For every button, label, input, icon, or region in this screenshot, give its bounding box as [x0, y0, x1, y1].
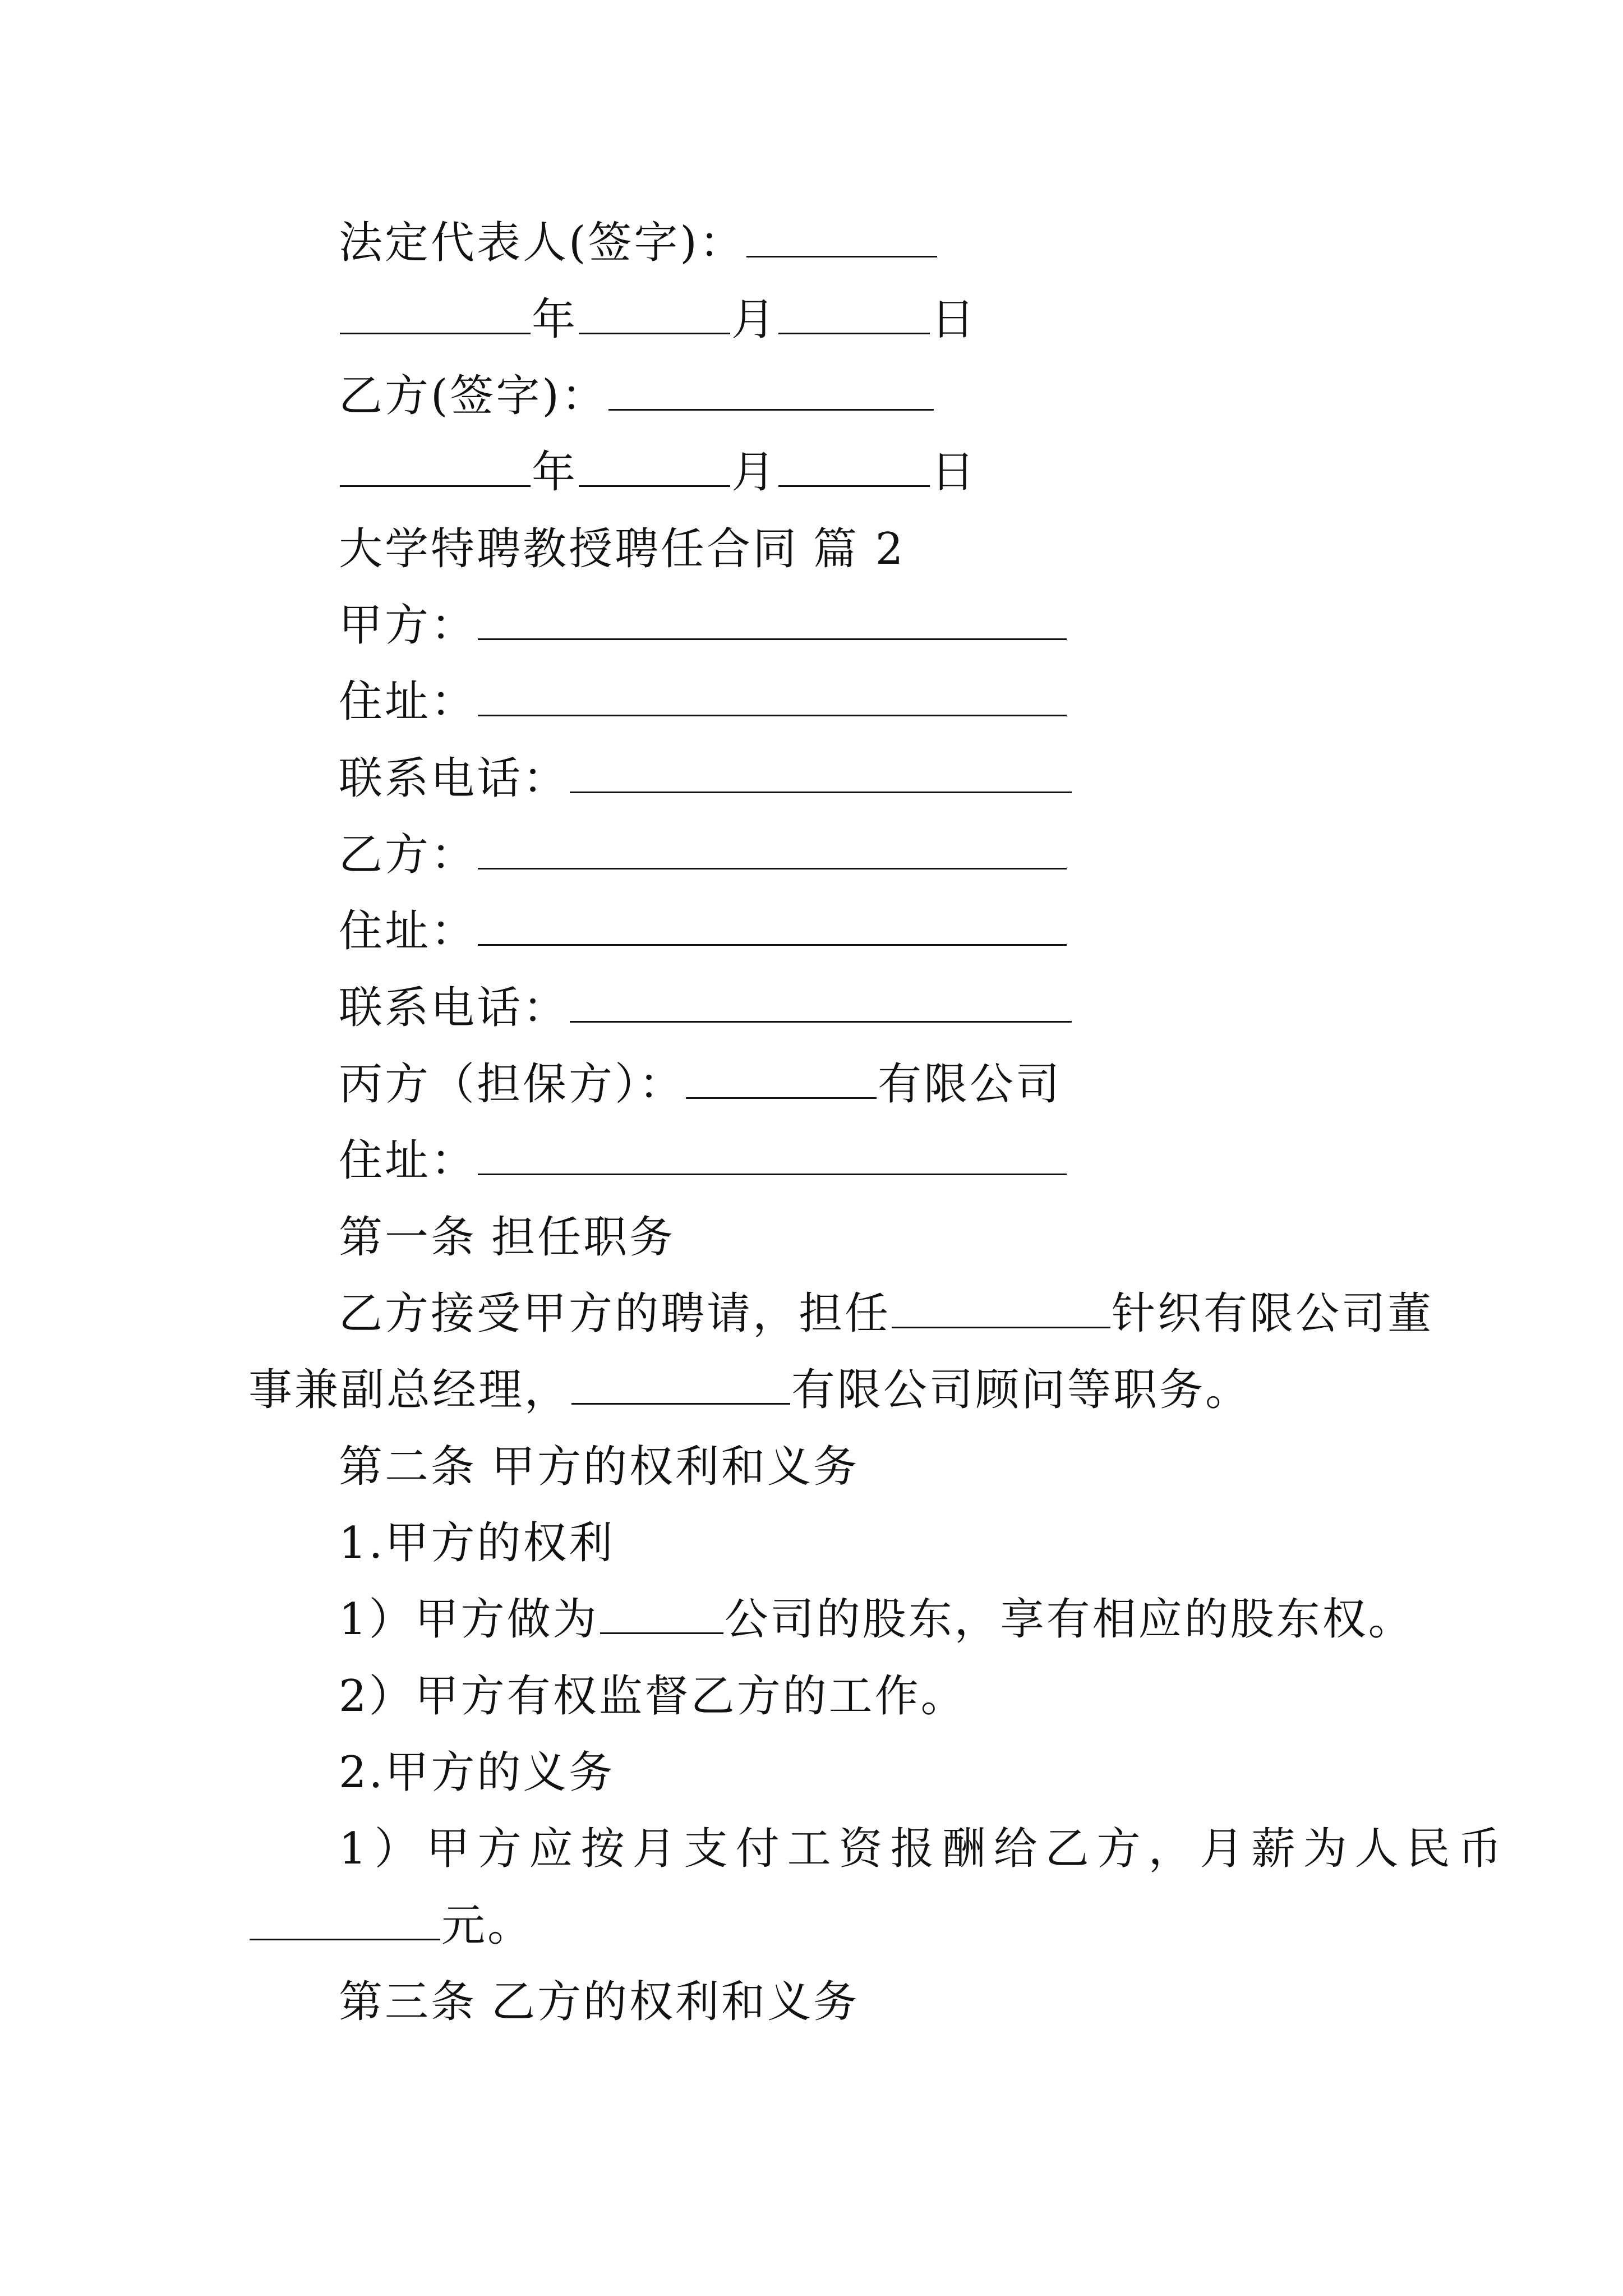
address-label: 住址： — [339, 677, 477, 727]
company-blank-1[interactable] — [892, 1291, 1110, 1328]
duty-1-line-1 — [339, 1818, 1510, 1880]
day-label: 日 — [931, 447, 978, 498]
date-line-2 — [339, 441, 977, 503]
right-1-text: 1）甲方做为 — [339, 1594, 599, 1645]
party-a-phone-blank[interactable] — [570, 756, 1072, 793]
month-label: 月 — [731, 447, 778, 498]
duties-subheading — [339, 1742, 615, 1803]
article-1-text: 针织有限公司董 — [1112, 1289, 1434, 1339]
party-a-address-line — [339, 671, 1068, 733]
day-blank[interactable] — [778, 449, 930, 487]
address-label: 住址： — [339, 906, 477, 956]
legal-rep-signature-blank[interactable] — [746, 220, 937, 257]
article-3-number: 第三条 — [339, 1977, 477, 2027]
rights-title: 1.甲方的权利 — [339, 1518, 615, 1568]
party-c-line — [339, 1053, 1062, 1115]
article-1-number: 第一条 — [339, 1212, 477, 1263]
salary-amount-blank[interactable] — [250, 1903, 440, 1940]
phone-label: 联系电话： — [339, 753, 569, 804]
month-label: 月 — [731, 295, 778, 345]
article-3-title: 乙方的权利和义务 — [491, 1977, 860, 2027]
contract-title-suffix: 篇 2 — [813, 524, 906, 574]
party-a-label: 甲方： — [339, 600, 477, 651]
year-blank[interactable] — [340, 449, 531, 487]
duty-1-text: 1）甲方应按月支付工资报酬给乙方，月薪为人民币 — [339, 1824, 1510, 1874]
right-1-line — [339, 1589, 1414, 1650]
company-blank-2[interactable] — [571, 1367, 790, 1405]
contract-title — [339, 518, 905, 580]
article-2-heading — [339, 1436, 859, 1498]
party-a-phone-line — [339, 748, 1073, 809]
party-a-line — [339, 595, 1068, 656]
article-1-text: 事兼副总经理， — [248, 1365, 571, 1415]
party-b-line — [339, 824, 1068, 886]
party-b-phone-line — [339, 977, 1073, 1039]
month-blank[interactable] — [579, 297, 730, 334]
duty-1-line-2 — [248, 1895, 533, 1957]
party-b-sign-label: 乙方(签字)： — [339, 371, 607, 421]
right-2-line — [339, 1665, 967, 1727]
party-c-label: 丙方（担保方）： — [339, 1059, 685, 1110]
month-blank[interactable] — [579, 449, 730, 487]
duties-title: 2.甲方的义务 — [339, 1747, 615, 1798]
article-2-title: 甲方的权利和义务 — [491, 1442, 860, 1492]
right-1-text: 公司的股东，享有相应的股东权。 — [724, 1594, 1414, 1645]
party-b-signature-line — [339, 365, 935, 427]
article-3-heading — [339, 1971, 859, 2033]
contract-title-text: 大学特聘教授聘任合同 — [339, 524, 799, 574]
address-label: 住址： — [339, 1135, 477, 1186]
legal-rep-signature-line — [339, 212, 938, 274]
party-c-company-blank[interactable] — [686, 1061, 877, 1099]
rights-subheading — [339, 1512, 615, 1574]
article-1-text: 乙方接受甲方的聘请，担任 — [339, 1289, 891, 1339]
article-1-text: 有限公司顾问等职务。 — [791, 1365, 1252, 1415]
party-c-address-blank[interactable] — [478, 1138, 1067, 1175]
article-2-number: 第二条 — [339, 1442, 477, 1492]
party-b-address-blank[interactable] — [478, 908, 1067, 946]
article-1-title: 担任职务 — [491, 1212, 676, 1263]
party-b-blank[interactable] — [478, 832, 1067, 869]
legal-rep-label: 法定代表人(签字)： — [339, 218, 745, 268]
party-c-suffix: 有限公司 — [878, 1059, 1062, 1110]
year-blank[interactable] — [340, 297, 531, 334]
shareholder-company-blank[interactable] — [600, 1596, 723, 1634]
party-b-signature-blank[interactable] — [608, 373, 934, 411]
year-label: 年 — [532, 295, 578, 345]
party-a-address-blank[interactable] — [478, 679, 1067, 716]
year-label: 年 — [532, 447, 578, 498]
party-c-address-line — [339, 1130, 1068, 1191]
right-2-text: 2）甲方有权监督乙方的工作。 — [339, 1671, 967, 1722]
date-line-1 — [339, 289, 977, 351]
article-1-paragraph-line-2 — [248, 1359, 1251, 1421]
day-blank[interactable] — [778, 297, 930, 334]
party-b-label: 乙方： — [339, 830, 477, 880]
article-1-heading — [339, 1207, 675, 1268]
party-b-address-line — [339, 900, 1068, 962]
article-1-paragraph-line-1 — [339, 1283, 1433, 1345]
duty-1-text: 元。 — [441, 1901, 534, 1951]
phone-label: 联系电话： — [339, 983, 569, 1033]
day-label: 日 — [931, 295, 978, 345]
party-b-phone-blank[interactable] — [570, 985, 1072, 1023]
party-a-blank[interactable] — [478, 602, 1067, 640]
